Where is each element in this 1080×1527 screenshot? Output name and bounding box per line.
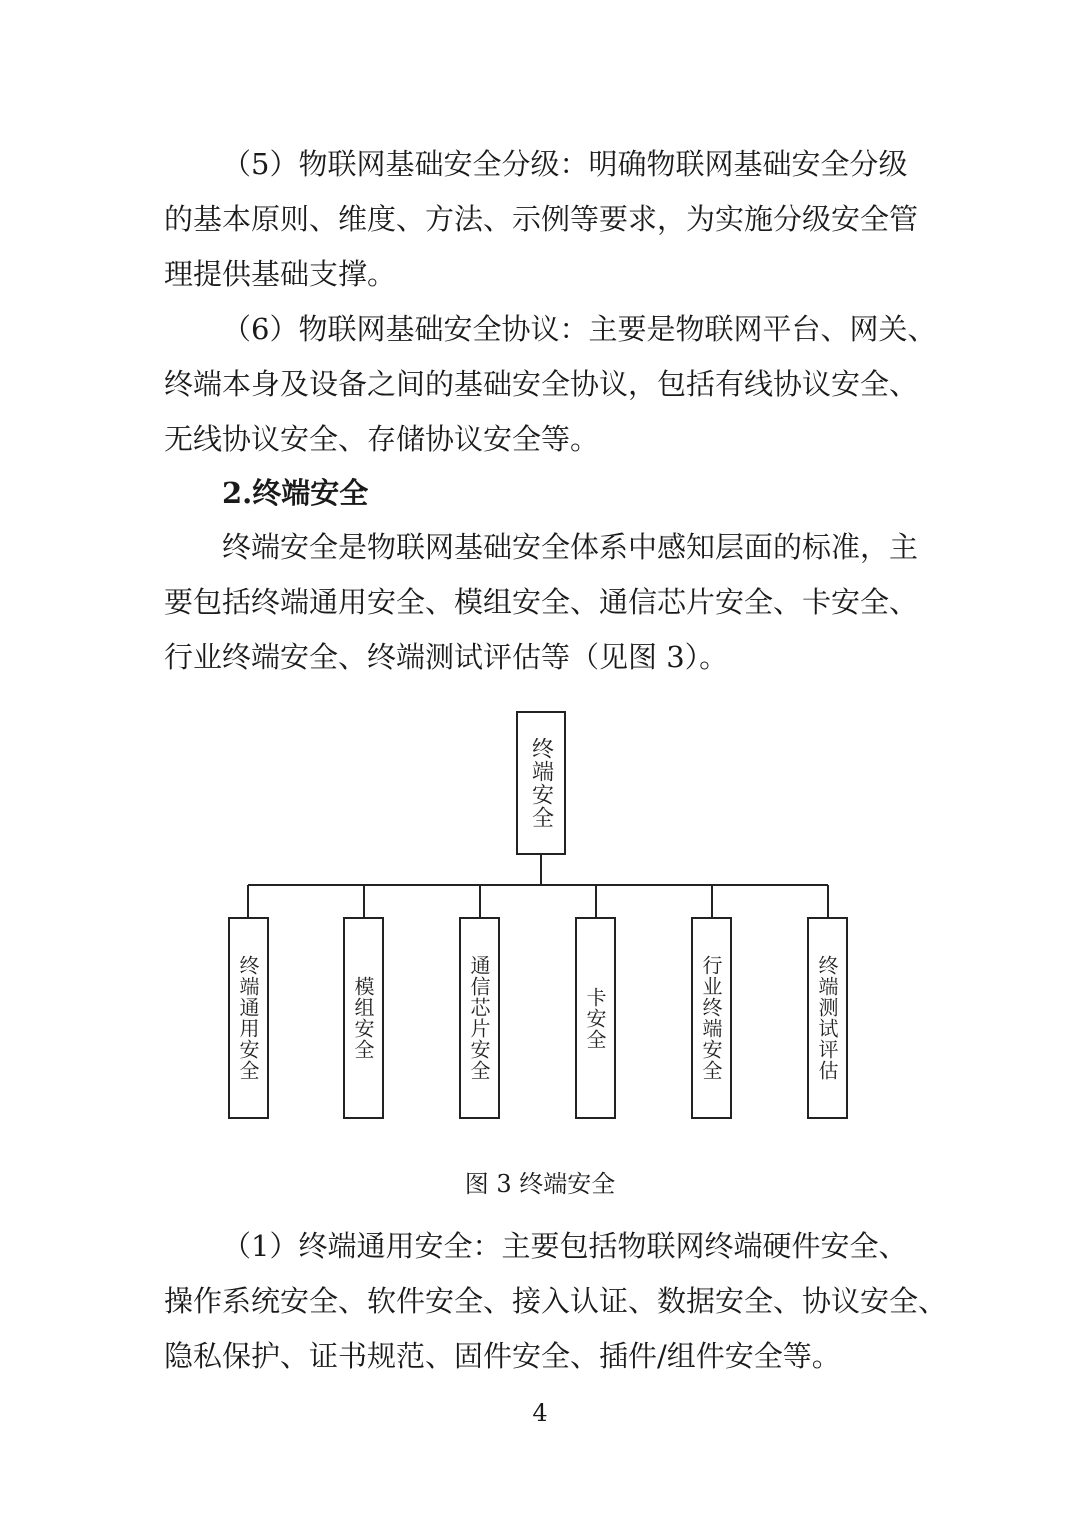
page-number: 4	[532, 1399, 548, 1427]
child-node-label: 终端测试评估	[815, 955, 839, 1081]
para1-line1: （1）终端通用安全：主要包括物联网终端硬件安全、	[222, 1229, 908, 1263]
root-node	[516, 711, 566, 855]
para5-line2: 的基本原则、维度、方法、示例等要求，为实施分级安全管	[164, 202, 919, 236]
child-node-label: 行业终端安全	[699, 955, 723, 1081]
child-node-label: 卡安全	[583, 986, 607, 1050]
para5-line3: 理提供基础支撑。	[164, 257, 397, 291]
para6-line3: 无线协议安全、存储协议安全等。	[164, 422, 600, 456]
root-node-label: 终端安全	[528, 737, 554, 829]
para1-line3: 隐私保护、证书规范、固件安全、插件/组件安全等。	[164, 1339, 841, 1373]
child-node-label: 终端通用安全	[236, 955, 260, 1081]
child-node-4	[575, 917, 616, 1119]
intro-line1: 终端安全是物联网基础安全体系中感知层面的标准，主	[222, 530, 919, 564]
child-node-2	[343, 917, 384, 1119]
para6-line1: （6）物联网基础安全协议：主要是物联网平台、网关、	[222, 312, 937, 346]
child-node-1	[228, 917, 269, 1119]
child-node-label: 模组安全	[351, 976, 375, 1060]
figure-caption: 图 3 终端安全	[464, 1170, 616, 1198]
child-node-6	[807, 917, 848, 1119]
child-node-label: 通信芯片安全	[467, 955, 491, 1081]
para5-line1: （5）物联网基础安全分级：明确物联网基础安全分级	[222, 147, 908, 181]
child-node-5	[691, 917, 732, 1119]
para6-line2: 终端本身及设备之间的基础安全协议，包括有线协议安全、	[164, 367, 919, 401]
child-node-3	[459, 917, 500, 1119]
para1-line2: 操作系统安全、软件安全、接入认证、数据安全、协议安全、	[164, 1284, 948, 1318]
intro-line3: 行业终端安全、终端测试评估等（见图 3）。	[164, 640, 729, 674]
section-heading: 2.终端安全	[222, 476, 369, 510]
intro-line2: 要包括终端通用安全、模组安全、通信芯片安全、卡安全、	[164, 585, 919, 619]
